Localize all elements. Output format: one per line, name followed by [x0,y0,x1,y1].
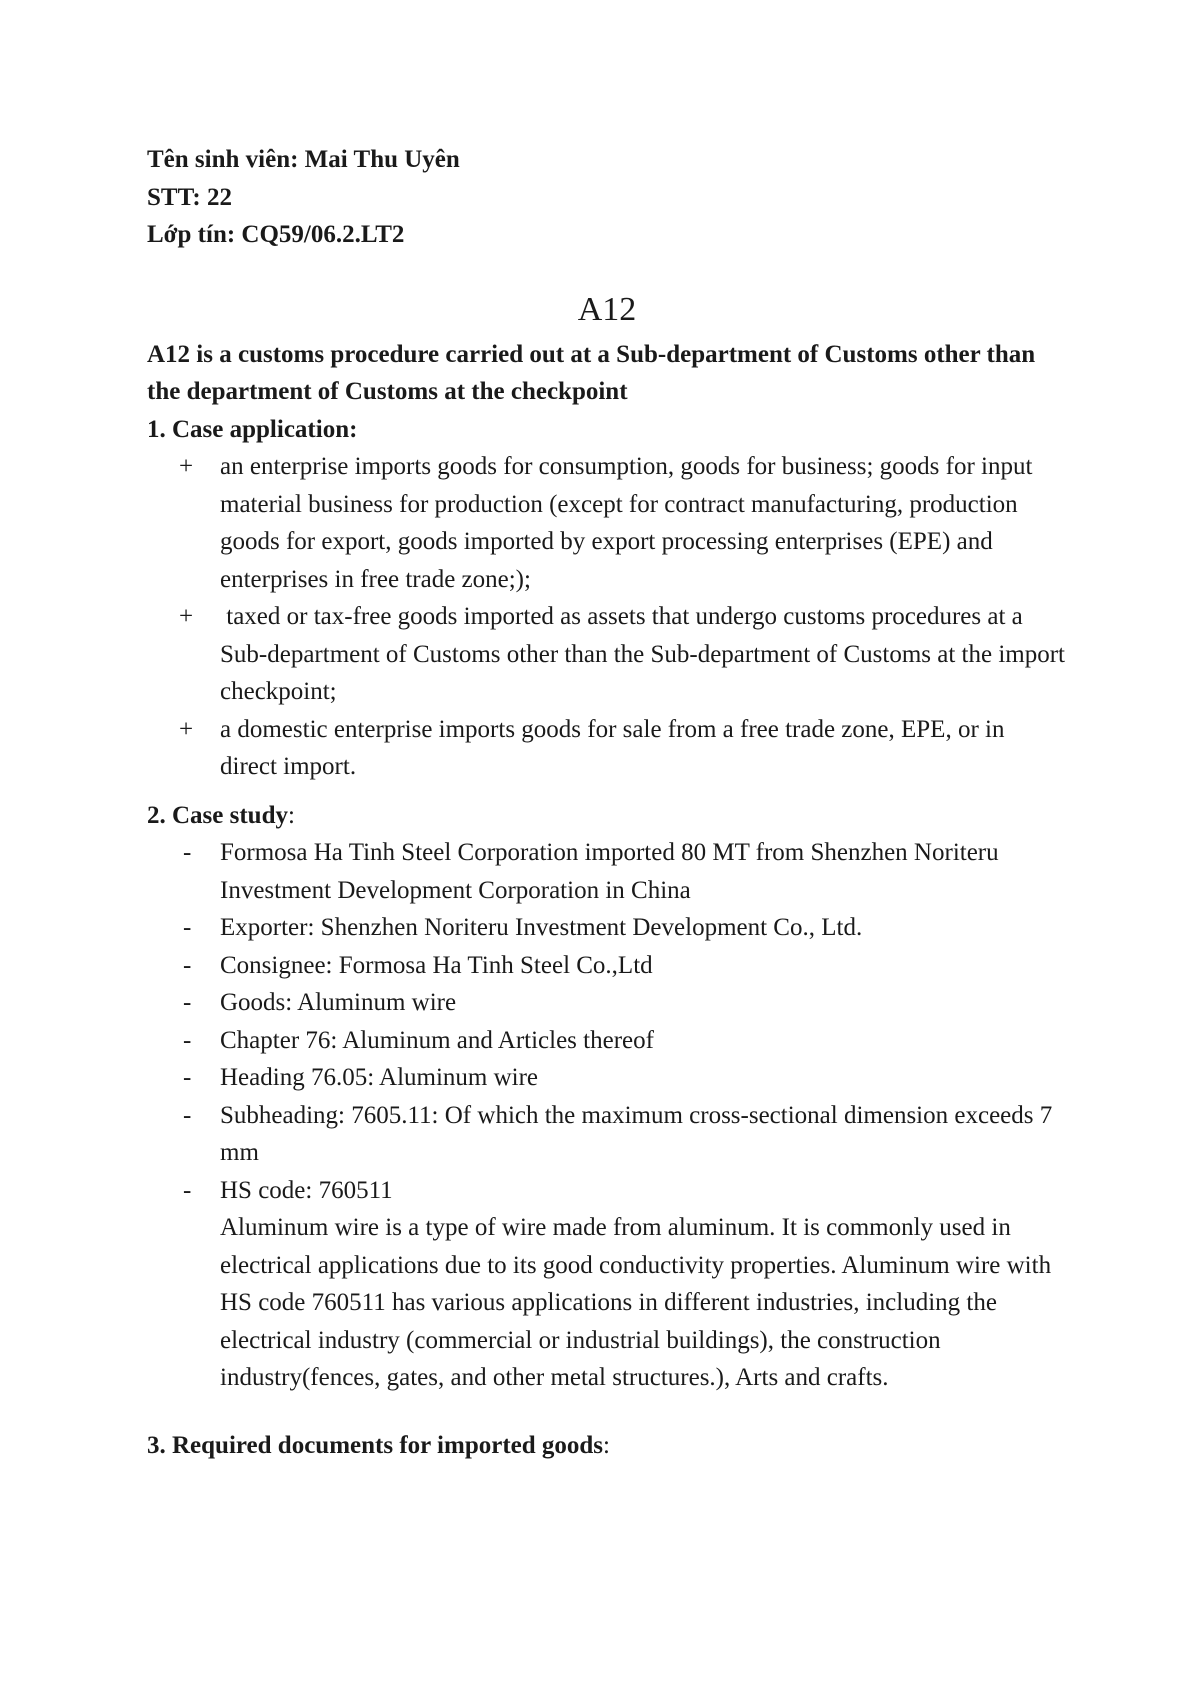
document-subtitle: A12 is a customs procedure carried out at a Sub-department of Customs other than the department of Customs at the checkpoint [147,340,1036,405]
list-item [147,984,1067,1022]
heading-colon: : [288,801,295,829]
dash-bullet-icon: - [183,914,192,941]
case-study-list [147,834,1067,1209]
list-item [147,1022,1067,1060]
student-class: Lớp tín: CQ59/06.2.LT2 [147,221,405,248]
list-item [147,711,1067,786]
list-item [147,834,1067,909]
dash-bullet-icon: - [183,1064,192,1091]
list-item [147,909,1067,947]
list-item [147,947,1067,985]
list-item-text: HS code: 760511 [220,1176,393,1204]
list-item [147,598,1072,711]
list-item-text: an enterprise imports goods for consumption, goods for business; goods for input material business for production (except for contract manufacturing, production goods for export, goods imported by export processing enterprises (EPE) and enterprises in free trade zone;); [220,453,1033,593]
heading-colon: : [603,1431,610,1459]
list-item-text: Formosa Ha Tinh Steel Corporation imported 80 MT from Shenzhen Noriteru Investment Development Corporation in China [220,839,999,904]
list-item [147,448,1067,598]
list-item [147,1059,1067,1097]
document-content [147,141,1072,1464]
list-item-text: taxed or tax-free goods imported as assets that undergo customs procedures at a Sub-department of Customs other than the Sub-department of Customs at the import checkpoint; [220,603,1072,705]
document-title: A12 [577,290,637,328]
list-item-text: Chapter 76: Aluminum and Articles thereof [220,1026,654,1054]
section-case-study-heading [147,797,1067,835]
dash-bullet-icon: - [183,1101,192,1129]
section-heading-text: 2. Case study [147,801,288,829]
plus-bullet-icon: + [179,603,194,630]
list-item-text: Consignee: Formosa Ha Tinh Steel Co.,Ltd [220,951,653,979]
case-application-list [147,448,1072,786]
aluminum-wire-description: Aluminum wire is a type of wire made from aluminum. It is commonly used in electrical applications due to its good conductivity properties. Aluminum wire with HS code 760511 has various applications in different industries, including the electrical industry (commercial or industrial buildings), the construction industry(fences, gates, and other metal structures.), Arts and crafts. [220,1214,1052,1391]
list-item [147,1172,1067,1210]
plus-bullet-icon: + [179,453,194,480]
student-number: STT: 22 [147,183,232,211]
list-item-text: Goods: Aluminum wire [220,989,457,1016]
list-item-text: Exporter: Shenzhen Noriteru Investment Development Co., Ltd. [220,914,863,941]
list-item [147,1097,1067,1172]
dash-bullet-icon: - [183,951,192,979]
list-item-text: Heading 76.05: Aluminum wire [220,1064,539,1091]
list-item-text: Subheading: 7605.11: Of which the maximum cross-sectional dimension exceeds 7 mm [220,1101,1053,1166]
section-heading-text: 3. Required documents for imported goods [147,1431,604,1459]
dash-bullet-icon: - [183,1026,192,1054]
plus-bullet-icon: + [179,715,194,743]
student-name: Tên sinh viên: Mai Thu Uyên [147,146,460,173]
dash-bullet-icon: - [183,989,192,1016]
dash-bullet-icon: - [183,1176,192,1204]
dash-bullet-icon: - [183,839,192,866]
spacer [147,786,1067,797]
list-item-text: a domestic enterprise imports goods for sale from a free trade zone, EPE, or in direct import. [220,715,1005,780]
spacer [147,1397,1067,1427]
section-case-application-heading: 1. Case application: [147,415,358,443]
section-required-documents-heading [147,1427,1067,1465]
